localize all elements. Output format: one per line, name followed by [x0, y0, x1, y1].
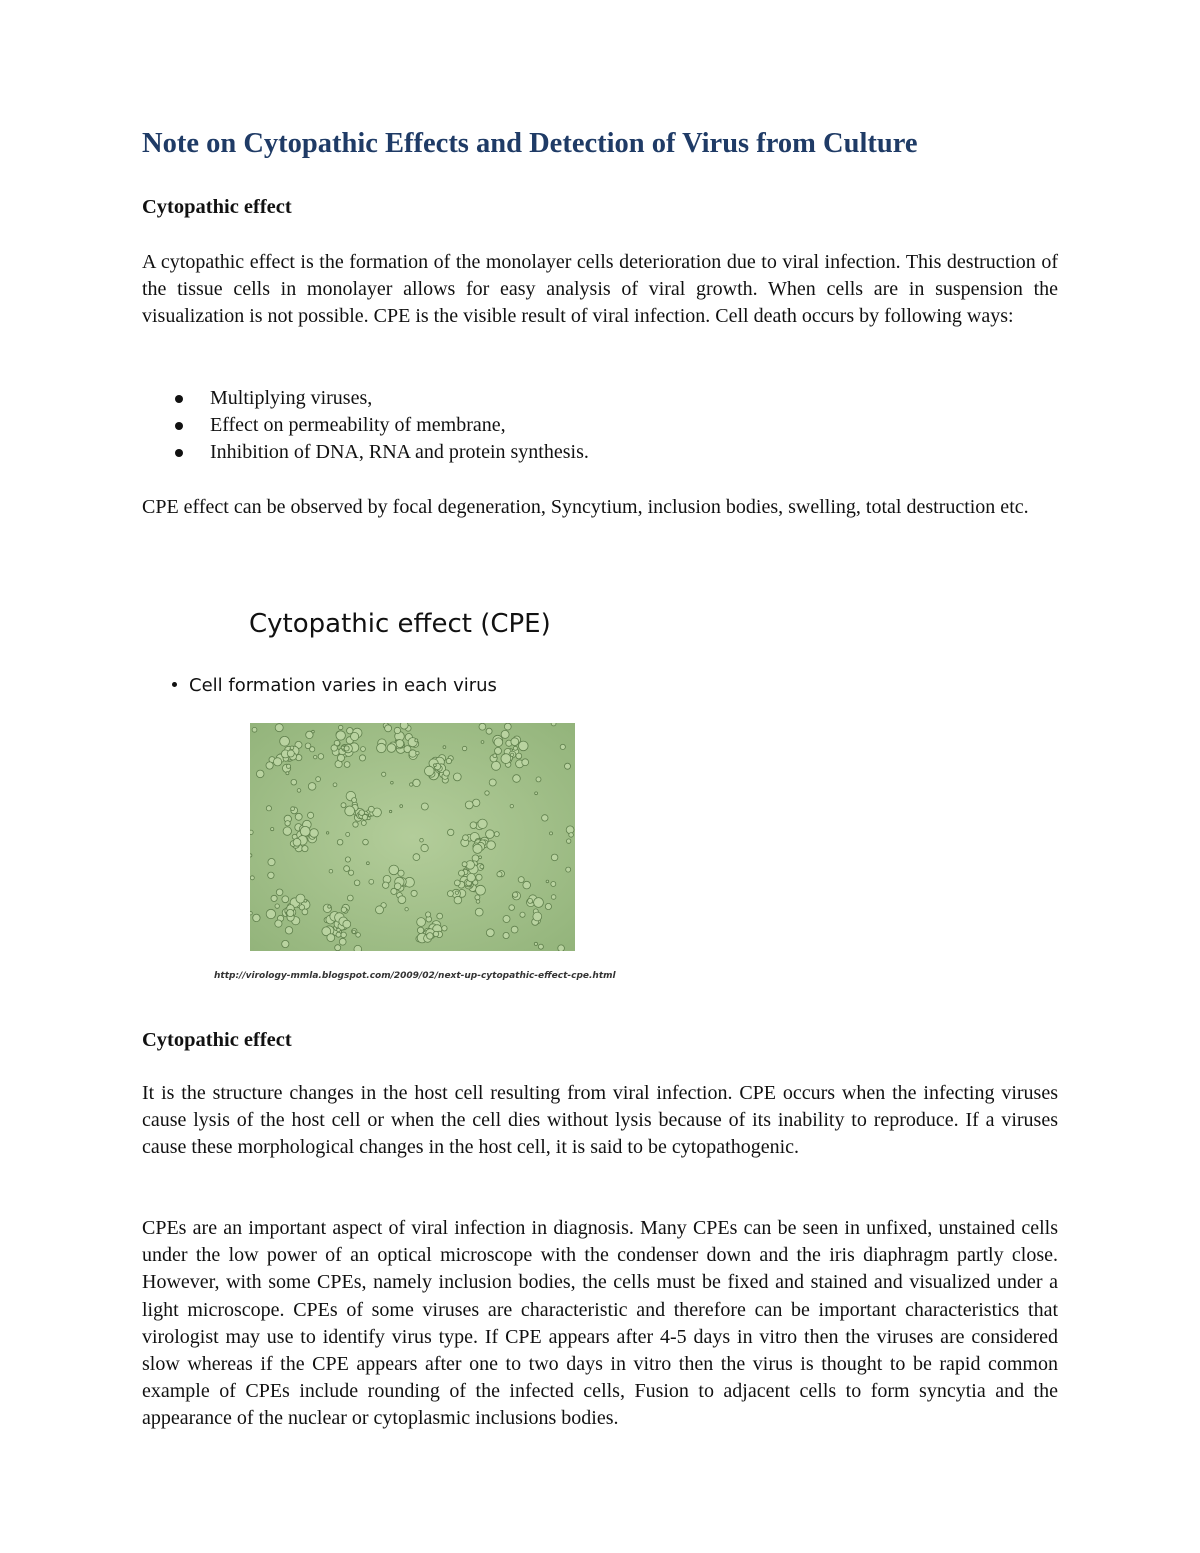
cell-mark — [349, 870, 354, 875]
cell-mark — [368, 806, 374, 812]
cell-mark — [276, 889, 283, 896]
cell-mark — [347, 728, 353, 734]
figure-bullet — [172, 674, 497, 698]
cell-mark — [286, 772, 289, 775]
cell-mark — [538, 944, 543, 949]
cell-mark — [473, 844, 482, 853]
cell-mark — [487, 841, 496, 850]
cell-mark — [283, 827, 291, 835]
list-item-text: Inhibition of DNA, RNA and protein synthesis. — [210, 441, 589, 464]
cell-mark — [346, 832, 350, 836]
cell-mark — [345, 806, 355, 816]
cell-mark — [516, 753, 522, 759]
cell-mark — [551, 895, 556, 900]
cell-mark — [411, 890, 417, 896]
cell-mark — [275, 920, 282, 927]
cell-mark — [286, 764, 290, 768]
cell-mark — [427, 933, 434, 940]
bullet-icon — [172, 682, 177, 687]
cell-mark — [416, 751, 419, 754]
cell-mark — [376, 906, 384, 914]
cell-mark — [437, 913, 443, 919]
cell-mark — [282, 940, 289, 947]
cell-mark — [534, 942, 537, 945]
cell-mark — [560, 744, 565, 749]
cell-mark — [337, 754, 344, 761]
cell-mark — [486, 830, 495, 839]
cell-mark — [519, 741, 529, 751]
cell-mark — [509, 905, 515, 911]
cell-mark — [316, 777, 321, 782]
cell-mark — [454, 880, 460, 886]
cell-mark — [462, 862, 467, 867]
cell-mark — [356, 933, 361, 938]
cell-mark — [367, 862, 370, 865]
cell-mark — [326, 832, 328, 834]
cell-mark — [367, 817, 370, 820]
cell-mark — [337, 928, 341, 932]
cell-mark — [282, 896, 289, 903]
cell-mark — [295, 813, 302, 820]
cell-mark — [302, 909, 308, 915]
cell-mark — [566, 867, 571, 872]
cell-mark — [455, 891, 458, 894]
cpe-observation-paragraph: CPE effect can be observed by focal degeneration, Syncytium, inclusion bodies, swelling, total destruction etc. — [142, 496, 1029, 518]
cell-mark — [448, 829, 454, 835]
cell-mark — [479, 723, 486, 730]
cell-mark — [333, 783, 337, 787]
cell-mark — [314, 755, 317, 758]
cell-mark — [250, 876, 254, 880]
cell-mark — [341, 803, 346, 808]
cell-mark — [337, 839, 343, 845]
cell-mark — [426, 912, 431, 917]
bullet-icon — [175, 449, 183, 457]
cell-mark — [504, 723, 511, 730]
cell-mark — [327, 934, 335, 942]
cell-mark — [442, 926, 447, 931]
cell-mark — [501, 754, 511, 764]
cell-mark — [518, 877, 524, 883]
cell-mark — [287, 750, 294, 757]
cell-mark — [328, 905, 331, 908]
cell-mark — [275, 904, 279, 908]
cell-mark — [410, 783, 413, 786]
cell-mark — [253, 914, 260, 921]
cell-mark — [308, 783, 316, 791]
cell-mark — [344, 866, 350, 872]
cell-mark — [341, 907, 346, 912]
cell-mark — [478, 819, 487, 828]
cell-mark — [494, 832, 499, 837]
cell-mark — [271, 895, 277, 901]
cell-mark — [413, 779, 420, 786]
cell-mark — [453, 773, 461, 781]
cell-mark — [318, 754, 324, 760]
cell-mark — [290, 746, 294, 750]
cell-mark — [335, 945, 341, 951]
list-item-text: Multiplying viruses, — [210, 387, 373, 409]
cell-mark — [382, 772, 386, 776]
cell-mark — [546, 880, 549, 883]
cell-mark — [331, 745, 337, 751]
cell-mark — [501, 730, 509, 738]
figure-title: Cytopathic effect (CPE) — [249, 609, 551, 639]
cell-mark — [389, 810, 391, 812]
cell-mark — [421, 803, 428, 810]
cell-mark — [511, 738, 519, 746]
cell-mark — [352, 930, 355, 933]
cell-mark — [417, 918, 426, 927]
cell-mark — [454, 896, 462, 904]
cell-mark — [359, 810, 365, 816]
cell-mark — [343, 920, 351, 928]
cell-mark — [250, 912, 252, 915]
cell-mark — [256, 770, 264, 778]
cell-mark — [503, 916, 510, 923]
cell-mark — [495, 747, 502, 754]
cell-mark — [459, 870, 465, 876]
cell-mark — [345, 857, 350, 862]
cell-mark — [536, 777, 541, 782]
microscope-cell-image — [250, 723, 575, 951]
cell-mark — [268, 859, 275, 866]
cell-mark — [312, 730, 315, 733]
cell-mark — [425, 766, 435, 776]
cell-mark — [344, 762, 350, 768]
cell-mark — [551, 882, 556, 887]
cell-mark — [479, 856, 482, 859]
cell-mark — [421, 844, 428, 851]
cell-mark — [285, 927, 292, 934]
cell-mark — [510, 804, 513, 807]
cell-death-list — [142, 385, 1058, 467]
cell-mark — [387, 744, 396, 753]
cell-mark — [558, 945, 565, 951]
cell-mark — [268, 872, 274, 878]
cell-mark — [462, 746, 466, 750]
cell-mark — [353, 822, 358, 827]
cell-mark — [339, 725, 343, 729]
cell-mark — [476, 885, 486, 895]
cell-mark — [400, 805, 403, 808]
cell-mark — [511, 926, 518, 933]
cell-mark — [420, 838, 424, 842]
cell-mark — [341, 746, 344, 749]
cell-mark — [510, 753, 513, 756]
cell-mark — [542, 815, 548, 821]
cell-mark — [293, 838, 301, 846]
cell-mark — [339, 938, 346, 945]
cell-mark — [492, 761, 501, 770]
cell-mark — [520, 912, 525, 917]
cell-mark — [252, 727, 257, 732]
cell-mark — [486, 929, 494, 937]
cpe-figure — [142, 592, 642, 992]
list-item-text: Effect on permeability of membrane, — [210, 414, 506, 437]
cell-mark — [467, 873, 475, 881]
cell-mark — [250, 854, 252, 857]
section-heading-cytopathic-effect-2: Cytopathic effect — [142, 1029, 292, 1051]
cell-mark — [415, 739, 418, 742]
cell-mark — [433, 931, 438, 936]
cell-mark — [377, 743, 386, 752]
cell-mark — [443, 770, 449, 776]
cell-mark — [287, 909, 294, 916]
cell-mark — [341, 932, 347, 938]
cell-mark — [443, 746, 446, 749]
cell-mark — [266, 762, 273, 769]
cell-mark — [329, 869, 333, 873]
cell-mark — [475, 908, 483, 916]
cell-mark — [300, 826, 310, 836]
cell-mark — [465, 801, 473, 809]
cell-mark — [493, 754, 497, 758]
cell-mark — [513, 775, 521, 783]
cell-mark — [308, 812, 314, 818]
cell-mark — [413, 854, 420, 861]
cell-mark — [497, 872, 502, 877]
cell-mark — [446, 758, 451, 763]
cell-mark — [480, 865, 484, 869]
cell-mark — [391, 781, 394, 784]
list-item — [142, 385, 1058, 412]
cell-mark — [271, 828, 274, 831]
cell-mark — [280, 736, 290, 746]
document-title: Note on Cytopathic Effects and Detection of Virus from Culture — [142, 128, 918, 159]
cell-mark — [369, 879, 374, 884]
cell-mark — [534, 898, 544, 908]
cell-mark — [565, 763, 571, 769]
cell-mark — [463, 835, 469, 841]
cell-mark — [354, 945, 362, 951]
cell-mark — [398, 896, 406, 904]
cell-mark — [545, 903, 551, 909]
cell-mark — [336, 731, 345, 740]
cell-mark — [535, 792, 538, 795]
cell-mark — [250, 830, 253, 834]
cell-mark — [447, 891, 453, 897]
cell-mark — [361, 747, 366, 752]
cell-mark — [304, 899, 307, 902]
cell-mark — [336, 932, 341, 937]
cell-mark — [473, 799, 480, 806]
cell-mark — [297, 789, 301, 793]
cell-mark — [296, 894, 305, 903]
cell-mark — [285, 821, 290, 826]
cell-mark — [503, 932, 509, 938]
cell-mark — [523, 881, 531, 889]
cell-mark — [394, 883, 401, 890]
cell-mark — [291, 779, 297, 785]
cell-mark — [533, 912, 542, 921]
cell-mark — [551, 723, 556, 726]
cell-mark — [394, 727, 400, 733]
section-heading-cytopathic-effect: Cytopathic effect — [142, 196, 292, 218]
cell-mark — [486, 728, 492, 734]
structure-changes-paragraph: It is the structure changes in the host cell resulting from viral infection. CPE occurs when the infecting viruses cause lysis of the host cell or when the cell dies without lysis because of its inability to reproduce. If a viruses cause these morphological changes in the host cell, it is said to be cytopathogenic. — [142, 1082, 1058, 1159]
image-source-caption: http://virology-mmla.blogspot.com/2009/02/next-up-cytopathic-effect-cpe.html — [214, 971, 616, 981]
cell-mark — [383, 882, 389, 888]
cell-mark — [470, 822, 477, 829]
cell-mark — [359, 755, 365, 761]
bullet-icon — [175, 395, 183, 403]
list-item — [142, 412, 1058, 439]
cell-mark — [489, 779, 496, 786]
cell-mark — [551, 854, 558, 861]
cell-mark — [513, 892, 518, 897]
cell-mark — [409, 750, 416, 757]
cell-mark — [405, 908, 408, 911]
cell-mark — [363, 839, 369, 845]
cell-mark — [310, 747, 315, 752]
cell-mark — [434, 764, 437, 767]
cell-mark — [528, 898, 533, 903]
cell-mark — [485, 791, 489, 795]
cell-mark — [417, 927, 423, 933]
cell-mark — [513, 746, 517, 750]
cell-mark — [274, 758, 282, 766]
cell-mark — [266, 909, 275, 918]
cell-mark — [310, 829, 319, 838]
cell-mark — [389, 865, 399, 875]
cell-mark — [567, 839, 571, 843]
cell-mark — [522, 759, 529, 766]
intro-paragraph: A cytopathic effect is the formation of the monolayer cells deterioration due to viral infection. This destruction of the tissue cells in monolayer allows for easy analysis of viral growth. When cells are in suspension the visualization is not possible. CPE is the visible result of viral infection. Cell death occurs by following ways: — [142, 251, 1058, 328]
cell-mark — [275, 724, 283, 732]
cell-mark — [494, 738, 503, 747]
cell-mark — [352, 798, 357, 803]
cell-mark — [344, 746, 349, 751]
cell-mark — [266, 806, 271, 811]
cell-mark — [302, 846, 308, 852]
cell-mark — [291, 807, 295, 811]
cell-mark — [476, 874, 482, 880]
cell-mark — [347, 895, 353, 901]
bullet-icon — [175, 422, 183, 430]
cell-mark — [385, 725, 392, 732]
cell-mark — [475, 895, 480, 900]
cell-mark — [354, 880, 360, 886]
cpe-diagnosis-paragraph: CPEs are an important aspect of viral infection in diagnosis. Many CPEs can be seen in unfixed, unstained cells under the low power of an optical microscope with the condenser down and the iris diaphragm partly close. However, with some CPEs, namely inclusion bodies, the cells must be fixed and stained and visualized under a light microscope. CPEs of some viruses are characteristic and therefore can be important characteristics that virologist may use to identify virus type. If CPE appears after 4-5 days in vitro then the viruses are considered slow whereas if the CPE appears after one to two days in vitro then the virus is thought to be rapid common example of CPEs include rounding of the infected cells, Fusion to adjacent cells to form syncytia and the appearance of the nuclear or cytoplasmic inclusions bodies. — [142, 1217, 1058, 1430]
cell-mark — [400, 723, 408, 729]
list-item — [142, 439, 1058, 466]
cell-mark — [569, 833, 574, 838]
cell-mark — [550, 832, 553, 835]
cell-mark — [476, 900, 480, 904]
cell-mark — [361, 821, 366, 826]
cell-mark — [481, 741, 484, 744]
figure-bullet-text: Cell formation varies in each virus — [189, 675, 497, 696]
